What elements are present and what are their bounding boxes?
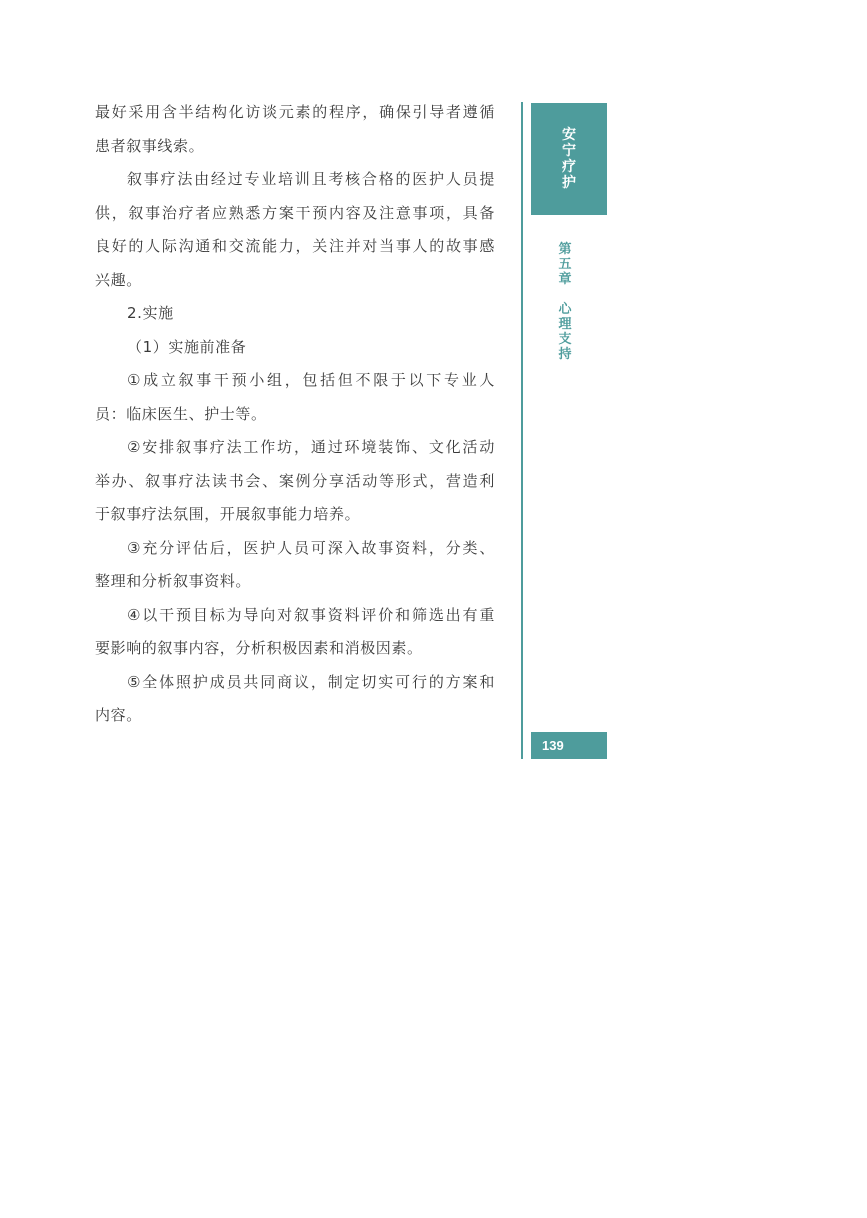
- paragraph-line: 患者叙事线索。: [95, 136, 205, 155]
- subsection-heading: （1）实施前准备: [127, 337, 247, 356]
- chapter-number-char: 五: [558, 257, 572, 272]
- paragraph-line: ③充分评估后，医护人员可深入故事资料，分类、: [127, 538, 495, 557]
- paragraph-line: 最好采用含半结构化访谈元素的程序，确保引导者遵循: [95, 103, 495, 121]
- chapter-title-char: 支: [558, 332, 572, 347]
- paragraph-line: 要影响的叙事内容，分析积极因素和消极因素。: [95, 639, 423, 657]
- paragraph-line: ⑤全体照护成员共同商议，制定切实可行的方案和: [127, 672, 495, 691]
- paragraph-line: 员：临床医生、护士等。: [95, 404, 267, 423]
- paragraph-line: 供，叙事治疗者应熟悉方案干预内容及注意事项，具备: [95, 203, 495, 222]
- paragraph-line: ④以干预目标为导向对叙事资料评价和筛选出有重: [127, 605, 495, 624]
- chapter-title-char: 理: [558, 317, 572, 332]
- chapter-label: [555, 242, 575, 362]
- chapter-number-char: 章: [558, 272, 572, 287]
- section-title-char: 疗: [562, 159, 576, 175]
- section-title-tab: [531, 103, 607, 215]
- paragraph-line: 叙事疗法由经过专业培训且考核合格的医护人员提: [127, 170, 495, 188]
- chapter-title-char: 心: [558, 302, 572, 317]
- section-title-char: 宁: [562, 143, 576, 159]
- paragraph-line: 良好的人际沟通和交流能力，关注并对当事人的故事感: [95, 237, 495, 255]
- margin-divider: [521, 102, 523, 759]
- page-number: 139: [531, 732, 607, 759]
- section-title-char: 护: [562, 175, 576, 191]
- paragraph-line: 整理和分析叙事资料。: [95, 572, 252, 590]
- paragraph-line: 内容。: [95, 706, 142, 724]
- section-heading: 2.实施: [127, 304, 174, 322]
- chapter-number-char: 第: [558, 242, 572, 257]
- paragraph-line: ①成立叙事干预小组，包括但不限于以下专业人: [127, 371, 495, 389]
- chapter-title-char: 持: [558, 347, 572, 362]
- paragraph-line: 于叙事疗法氛围，开展叙事能力培养。: [95, 505, 361, 523]
- paragraph-line: 兴趣。: [95, 270, 142, 289]
- section-title-char: 安: [562, 127, 576, 143]
- paragraph-line: 举办、叙事疗法读书会、案例分享活动等形式，营造利: [95, 471, 495, 490]
- paragraph-line: ②安排叙事疗法工作坊，通过环境装饰、文化活动: [127, 438, 495, 456]
- body-text: [95, 96, 495, 733]
